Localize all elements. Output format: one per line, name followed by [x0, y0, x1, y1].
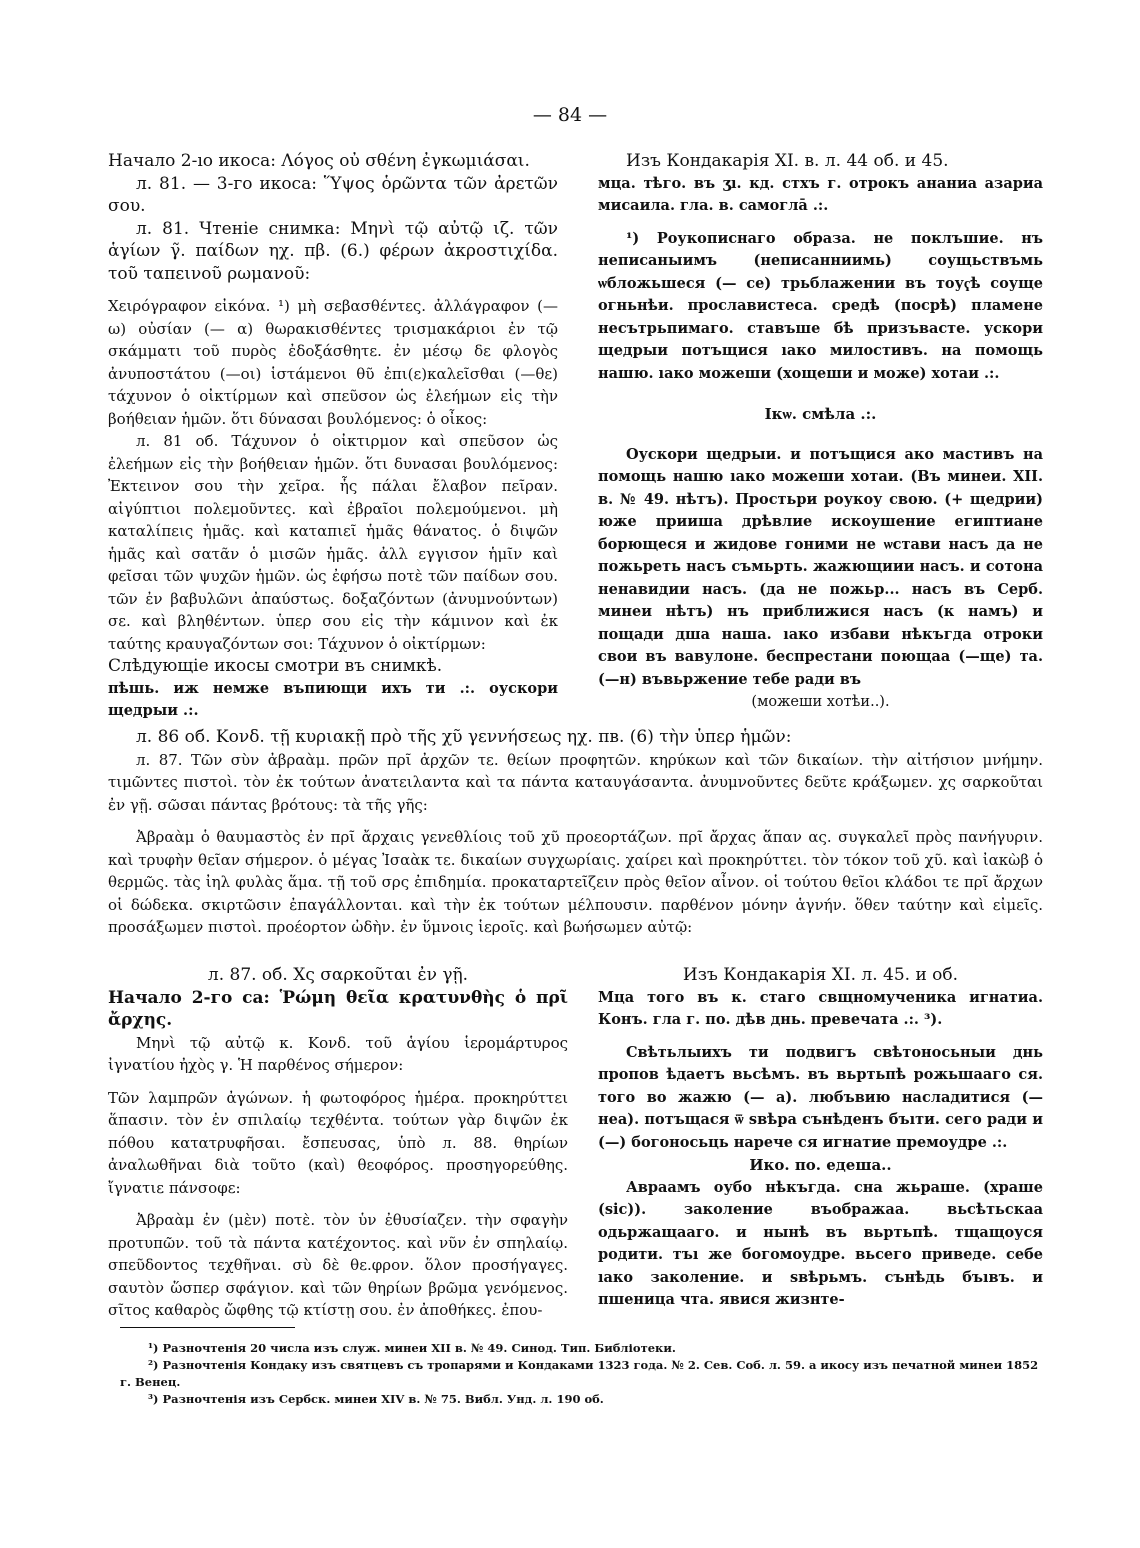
left-top-para1: Χειρόγραφον εἰκόνα. ¹) μὴ σεβασθέντες. ἀλλάγραφον (— ω) οὐσίαν (— α) θωρακισθέντες τρισμακάριοι ἐν τῷ σκάμματι τοῦ πυρὸς ἐδοξάσθητε. ἐν μέσῳ δε φλογὸς ἀνυποστάτου (—οι) ἱστάμενοι θῦ ἐπι(ε)καλεῖσθαι (—θε) τάχυνον ὁ οἰκτίρμων καὶ σπεῦσον ὡς ἐλεήμων εἰς τὴν βοήθειαν ἡμῶν. ὅτι δύνασαι βουλόμενος: ὁ οἶκος: [108, 297, 558, 428]
left-top-line-tail: пѣшь. иж немже въпиющи ихъ ти .:. оускори щедрыи .:. [108, 679, 558, 719]
spacer [108, 816, 1043, 826]
footnote-divider [120, 1327, 295, 1328]
right-bottom-heading: Изъ Кондакарія XI. л. 45. и об. [682, 965, 959, 985]
right-bottom-para2: Авраамъ оубо нѣкъгда. сна жьраше. (храше (sic)). заколение въображаа. вьсѣтьскаа одьржащааго. и нынѣ въ вьртьпѣ. тщащоуся родити. тъı же богомоудре. вьсего приведе. себе ıако заколение. и ѕвѣрьмъ. сънѣдь бъıвъ. и пшеница чта. явися жизнте- [598, 1178, 1043, 1308]
left-bottom-para1: Τῶν λαμπρῶν ἀγώνων. ἡ φωτοφόρος ἡμέρα. προκηρύττει ἅπασιν. τὸν ἐν σπιλαίῳ τεχθέντα. τούτων γὰρ διψῶν ἐκ πόθου κατατρυφῆσαι. ἔσπευσας, ὑπὸ л. 88. θηρίων ἀναλωθῆναι διὰ τοῦτο (καὶ) θεοφόρος. προσηγορεύθης. ἴγνατιε πάνσοφε: [108, 1088, 568, 1197]
left-column-top [108, 150, 558, 723]
left-bottom-line1: л. 87. об. Χς σαρκοῦται ἐν γῇ. [207, 965, 469, 985]
left-bottom-line2: Начало 2-го са: Ῥώμη θεῖα κρατυνθὴς ὁ πρῖ ἄρχης. [108, 987, 568, 1030]
spacer [108, 1199, 568, 1209]
left-top-line-last: Слѣдующіе икосы смотри въ снимкѣ. [108, 656, 443, 676]
right-top-para1: ¹) Роукописнаго образа. не поклъшие. нъ неписаныимъ (неписанниимь) соущьствъмь ѡбложьшеся (— се) трьблажении въ тоуҁѣ соуще огньнѣи. прославистеса. средѣ (посрѣ) пламене несътрьпимаго. ставъше бѣ призъвасте. ускори щедрыи потъщися ıако милостивъ. на помощь нашю. ıако можеши (хощеши и може) хотаи .:. [598, 229, 1043, 382]
right-top-line2: мца. тѣго. въ ӡı. кд. стхъ г. отрокъ ананиа азариа мисаила. гла. в. самоглā .:. [598, 174, 1043, 214]
spacer [598, 426, 1043, 444]
left-top-line2: л. 81. — 3-го икоса: Ὕψος ὁρῶντα τῶν ἀρετῶν σου. [108, 173, 558, 216]
right-top-line-tail: (можеши хотѣи..). [751, 694, 890, 710]
right-bottom-line2: Мца того въ к. стаго свщномученика игнатиа. Конъ. гла г. по. дѣв днь. превечата .:. ³). [598, 988, 1043, 1028]
left-top-para2: л. 81 об. Τάχυνον ὁ οἰκτιρμον καὶ σπεῦσον ὡς ἐλεήμων εἰς τὴν βοήθειαν ἡμῶν. ὅτι δυνασαι βουλόμενος: Ἐκτεινον σου τὴν χεῖρα. ἧς πάλαι ἔλαβον πεῖραν. αἰγύπτιοι πολεμοῦντες. καὶ ἐβραῖοι πολεμούμενοι. μὴ καταλίπεις ἡμᾶς. καὶ καταπιεῖ ἡμᾶς θάνατος. ὁ διψῶν ἡμᾶς καὶ σατᾶν ὁ μισῶν ἡμᾶς. ἀλλ εγγισον ἡμῖν καὶ φεῖσαι τῶν ψυχῶν ἡμῶν. ὡς ἐφήσω ποτὲ τῶν παίδων σου. τῶν ἐν βαβυλῶνι ἀπαύστως. δοξαζόντων (ἀνυμνούντων) σε. καὶ βληθέντων. ὑπερ σου εἰς τὴν κάμινον καὶ ἐκ ταύτης κραυγαζόντων σοι: Τάχυνον ὁ οἰκτίρμων: [108, 432, 558, 653]
left-column-bottom [108, 964, 568, 1322]
right-top-heading2: Ікѡ. смѣла .:. [764, 405, 877, 423]
middle-para: л. 87. Τῶν σὺν ἀβραὰμ. πρῶν πρῖ ἀρχῶν τε. θείων προφητῶν. κηρύκων καὶ τῶν δικαίων. τὴν αἰτήσιον μνήμην. τιμῶντες πιστοὶ. τὸν ἐκ τούτων ἀνατειλαντα καὶ τα πάντα καταυγάσαντα. ἀνυμνοῦντες δεῦτε κράξωμεν. χς σαρκοῦται ἐν γῇ. σῶσαι πάντας βρότους: τὰ τῆς γῆς: [108, 750, 1043, 814]
spacer [598, 218, 1043, 228]
footnote-3: ³) Разночтенія изъ Сербск. минеи XIV в. № 75. Вибл. Унд. л. 190 об. [148, 1392, 604, 1406]
page-number: — 84 — [532, 104, 608, 126]
middle-line1: л. 86 об. Κονδ. τῇ κυριακῇ πρὸ τῆς χῦ γεννήσεως ηχ. πв. (6) τὴν ὑπερ ἡμῶν: [136, 727, 792, 747]
spacer [108, 285, 558, 295]
right-column-bottom [598, 964, 1043, 1312]
right-top-para2: Оускори щедрыи. и потъщися ако мастивъ на помощь нашю ıако можеши хотаи. (Въ минеи. XII. в. № 49. нѣтъ). Простьри роукоу свою. (+ щедрии) юже прииша дрѣвлие искоушение египтиане борющеся и жидове гоними не ѡстави насъ да не пожьреть насъ съмьрть. жажющиии насъ. и сотона ненавидии насъ. (да не пожьр... насъ въ Серб. минеи нѣтъ) нъ приближися насъ (к намъ) и пощади дша наша. ıако избави нѣкъгда отроки свои въ вавулоне. беспрестани поющаа (—ще) та. (—н) въвьржение тебе ради въ [598, 445, 1043, 688]
spacer [108, 1077, 568, 1087]
spacer [598, 1032, 1043, 1042]
right-bottom-para1: Свѣтьлыихъ ти подвигъ свѣтоносьныи днь пропов ѣдаетъ вьсѣмъ. въ вьртьпѣ рожьшааго ся. того во жажю (— а). любъвию насладитися (— неа). потъщася ѿ ѕвѣра сънѣденъ бъıти. сего ради и (—) богоносьць нарече ся игнатие премоудре .:. [598, 1043, 1043, 1151]
spacer [598, 385, 1043, 403]
middle-para2: Ἀβραὰμ ὁ θαυμαστὸς ἐν πρῖ ἄρχαις γενεθλίοις τοῦ χῦ προεορτάζων. πρῖ ἄρχας ἅπαν ας. συγκαλεῖ πρὸς πανήγυριν. καὶ τρυφὴν θεῖαν σήμερον. ὁ μέγας Ἰσαὰκ τε. δικαίων συγχωρίαις. χαίρει καὶ προκηρύττει. τὸν τόκον τοῦ χῦ. καὶ ἰακὼβ ὁ θερμῶς. τὰς ἰηλ φυλὰς ἅμα. τῇ τοῦ σρς ἐπιδημία. προκαταρτεῖζειν πρὸς θεῖον αἶνον. οἱ τούτου θεῖοι κλάδοι τε πρῖ ἄρχων οἱ δώδεκα. σκιρτῶσιν ἐπαγάλλονται. καὶ τὴν ἐκ τούτων μέλπουσιν. παρθένον μόνην ἁγνήν. ὅθεν ταύτην καὶ εἰμεῖς. προσάξωμεν πιστοὶ. προέορτον ὠδὴν. ἐν ὕμνοις ἱεροῖς. καὶ βωήσωμεν αὐτῷ: [108, 828, 1043, 936]
right-top-heading: Изъ Кондакарія XI. в. л. 44 об. и 45. [626, 151, 949, 171]
footnotes [120, 1340, 1040, 1408]
left-top-line3: л. 81. Чтеніе снимка: Μηνὶ τῷ αὐτῷ ιζ. τῶν ἁγίων γ̃. παίδων ηχ. πβ. (6.) φέρων ἀκροστιχίδα. τοῦ ταπεινοῦ ρωμανοῦ: [108, 218, 558, 284]
footnote-2: ²) Разночтенія Кондаку изъ святцевъ съ тропарями и Кондаками 1323 года. № 2. Сев. Соб. л. 59. а икосу изъ печатной минеи 1852 г. Венец. [120, 1358, 1039, 1389]
middle-section [108, 726, 1043, 939]
left-top-line1: Начало 2-ıо икоса: Λόγος οὐ σθένη ἐγκωμιάσαι. [108, 151, 530, 171]
left-bottom-para2: Ἀβραὰμ ἐν (μὲν) ποτὲ. τὸν ὑν ἐθυσίαζεν. τὴν σφαγὴν προτυπῶν. τοῦ τὰ πάντα κατέχοντος. καὶ νῦν ἐν σπηλαίῳ. σπεῦδοντος τεχθῆναι. σὺ δὲ θε.φρον. ὅλον προσήγαγες. σαυτὸν ὥσπερ σφάγιον. καὶ τῶν θηρίων βρῶμα γενόμενος. σῖτος καθαρὸς ὤφθης τῷ κτίστῃ σου. ἐν ἀποθήκες. ἐπου- [108, 1211, 568, 1319]
footnote-1: ¹) Разночтенія 20 числа изъ служ. минеи XII в. № 49. Синод. Тип. Библіотеки. [148, 1341, 676, 1355]
left-bottom-line3: Μηνὶ τῷ αὐτῷ κ. Κονδ. τοῦ ἁγίου ἱερομάρτυρος ἰγνατίου ἠχὸς γ. Ἡ παρθένος σήμερον: [108, 1033, 568, 1074]
right-column-top [598, 150, 1043, 714]
right-bottom-heading2: Ико. по. едеша.. [749, 1156, 892, 1174]
